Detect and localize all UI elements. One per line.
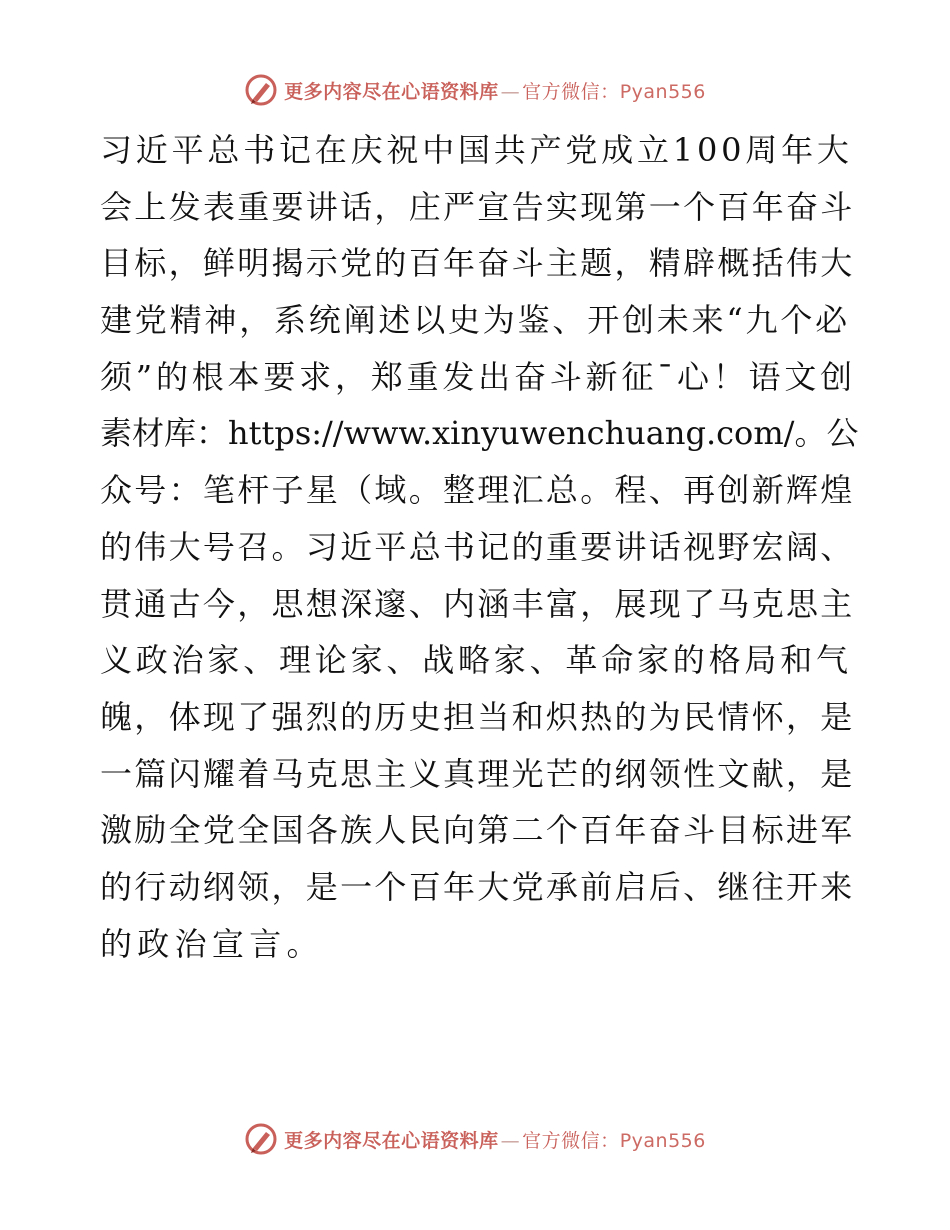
text-line-1: 习近平总书记在庆祝中国共产党成立100周年大 [100,131,853,169]
text-line-9: 贯通古今，思想深邃、内涵丰富，展现了马克思主 [100,584,855,623]
text-line-8: 的伟大号召。习近平总书记的重要讲话视野宏阔、 [100,527,855,566]
pen-logo-icon [244,73,278,107]
text-line-3: 目标，鲜明揭示党的百年奋斗主题，精辟概括伟大 [100,244,855,283]
text-line-14: 的行动纲领，是一个百年大党承前启后、继往开来 [100,867,855,906]
watermark-main: 更多内容尽在心语资料库 [284,80,499,103]
text-line-4: 建党精神，系统阐述以史为鉴、开创未来“九个必 [100,301,850,340]
document-body [100,122,860,972]
watermark-id: Pyan556 [619,80,706,103]
footer-watermark [0,1121,950,1157]
watermark-label: 官方微信： [522,1129,620,1152]
watermark-main: 更多内容尽在心语资料库 [284,1129,499,1152]
watermark-text [284,77,706,104]
text-line-10: 义政治家、理论家、战略家、革命家的格局和气 [100,641,852,680]
pen-logo-icon [244,1122,278,1156]
text-line-13: 激励全党全国各族人民向第二个百年奋斗目标进军 [100,811,855,850]
watermark-label: 官方微信： [522,80,620,103]
watermark-separator: — [500,80,521,103]
text-line-15: 的政治宣言。 [100,924,324,963]
text-line-5: 须”的根本要求，郑重发出奋斗新征¯心！语文创 [100,357,856,396]
text-line-7: 众号：笔杆子星（域。整理汇总。程、再创新辉煌 [100,471,855,510]
text-line-6: 素材库：https://www.xinyuwenchuang.com/。公 [100,414,859,453]
header-watermark [0,72,950,108]
watermark-separator: — [500,1129,521,1152]
text-line-2: 会上发表重要讲话，庄严宣告实现第一个百年奋斗 [100,187,855,226]
watermark-id: Pyan556 [619,1129,706,1152]
text-line-11: 魄，体现了强烈的历史担当和炽热的为民情怀，是 [100,697,855,736]
text-line-12: 一篇闪耀着马克思主义真理光芒的纲领性文献，是 [100,754,855,793]
watermark-text [284,1126,706,1153]
